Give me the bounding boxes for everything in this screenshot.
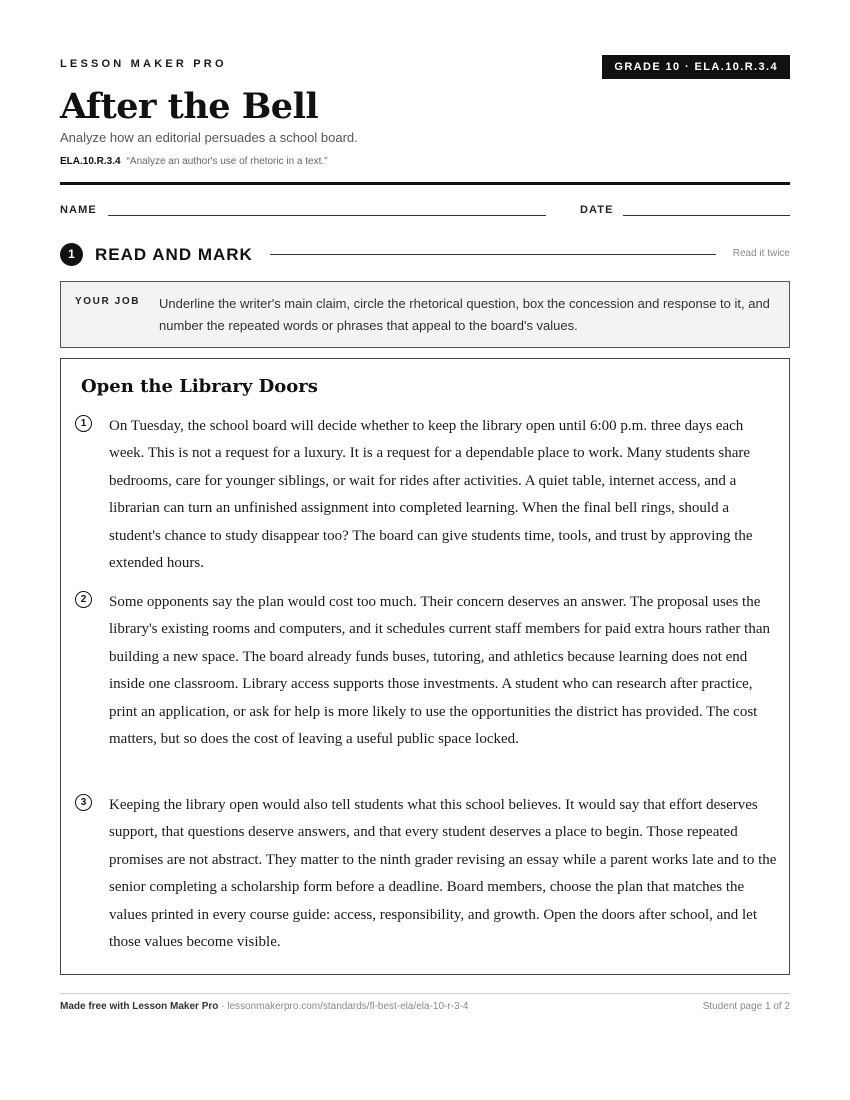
paragraph-number: 2 [75,591,92,608]
name-field[interactable] [108,215,546,216]
reading-passage-box [60,358,790,975]
page-title: After the Bell [60,86,319,127]
page-subtitle: Analyze how an editorial persuades a school board. [60,130,358,145]
name-label: NAME [60,204,97,216]
brand-name: LESSON MAKER PRO [60,58,227,70]
standard-line [60,156,328,167]
section-title: READ AND MARK [95,245,253,264]
footer-credit [60,1001,469,1012]
paragraph-number: 1 [75,415,92,432]
instructions-box [60,281,790,348]
standard-text: “Analyze an author's use of rhetoric in a text.” [126,156,328,167]
date-label: DATE [580,204,614,216]
footer-made-with: Made free with Lesson Maker Pro [60,1001,219,1012]
section-number-badge: 1 [60,243,83,266]
section-divider [270,254,716,255]
footer-url[interactable]: · lessonmakerpro.com/standards/fl-best-ela/ela-10-r-3-4 [218,1001,469,1012]
paragraph-text: Some opponents say the plan would cost too much. Their concern deserves an answer. The proposal uses the library's existing rooms and computers, and it schedules current staff members for paid extra hours rather than building a new space. The board already funds buses, tutoring, and athletics because learning does not end inside one classroom. Library access supports those investments. A student who can research after practice, print an application, or ask for help is more likely to use the opportunities the district has provided. The cost matters, but so does the cost of leaving a useful public space locked. [109,594,770,748]
passage-paragraph [75,792,780,956]
page-number: Student page 1 of 2 [702,1001,790,1012]
passage-paragraph [75,413,780,577]
standard-code: ELA.10.R.3.4 [60,156,121,167]
instructions-text: Underline the writer's main claim, circle the rhetorical question, box the concession and response to it, and number the repeated words or phrases that appeal to the board's values. [159,296,770,333]
section-note: Read it twice [732,248,790,259]
paragraph-text: Keeping the library open would also tell students what this school believes. It would say that effort deserves support, that questions deserve answers, and that every student deserves a place to begin. Those repeated promises are not abstract. They matter to the ninth grader revising an essay while a parent works late and to the senior completing a scholarship form before a deadline. Board members, choose the plan that matches the values printed in every course guide: access, responsibility, and growth. Open the doors after school, and let those values become visible. [109,797,777,951]
instructions-label: YOUR JOB [75,296,141,307]
passage-paragraph [75,589,780,753]
paragraph-text: On Tuesday, the school board will decide whether to keep the library open until 6:00 p.m. three days each week. This is not a request for a luxury. It is a request for a dependable place to work. Many students share bedrooms, care for younger siblings, or wait for rides after activities. A quiet table, internet access, and a librarian can turn an unfinished assignment into completed learning. When the final bell rings, should a student's chance to study disappear too? The board can give students time, tools, and trust by approving the extended hours. [109,418,753,572]
footer-divider [60,993,790,994]
grade-standard-badge: GRADE 10 · ELA.10.R.3.4 [602,55,790,79]
paragraph-number: 3 [75,794,92,811]
header-divider [60,182,790,185]
passage-title: Open the Library Doors [81,376,318,397]
date-field[interactable] [623,215,790,216]
worksheet-page [60,0,790,1100]
